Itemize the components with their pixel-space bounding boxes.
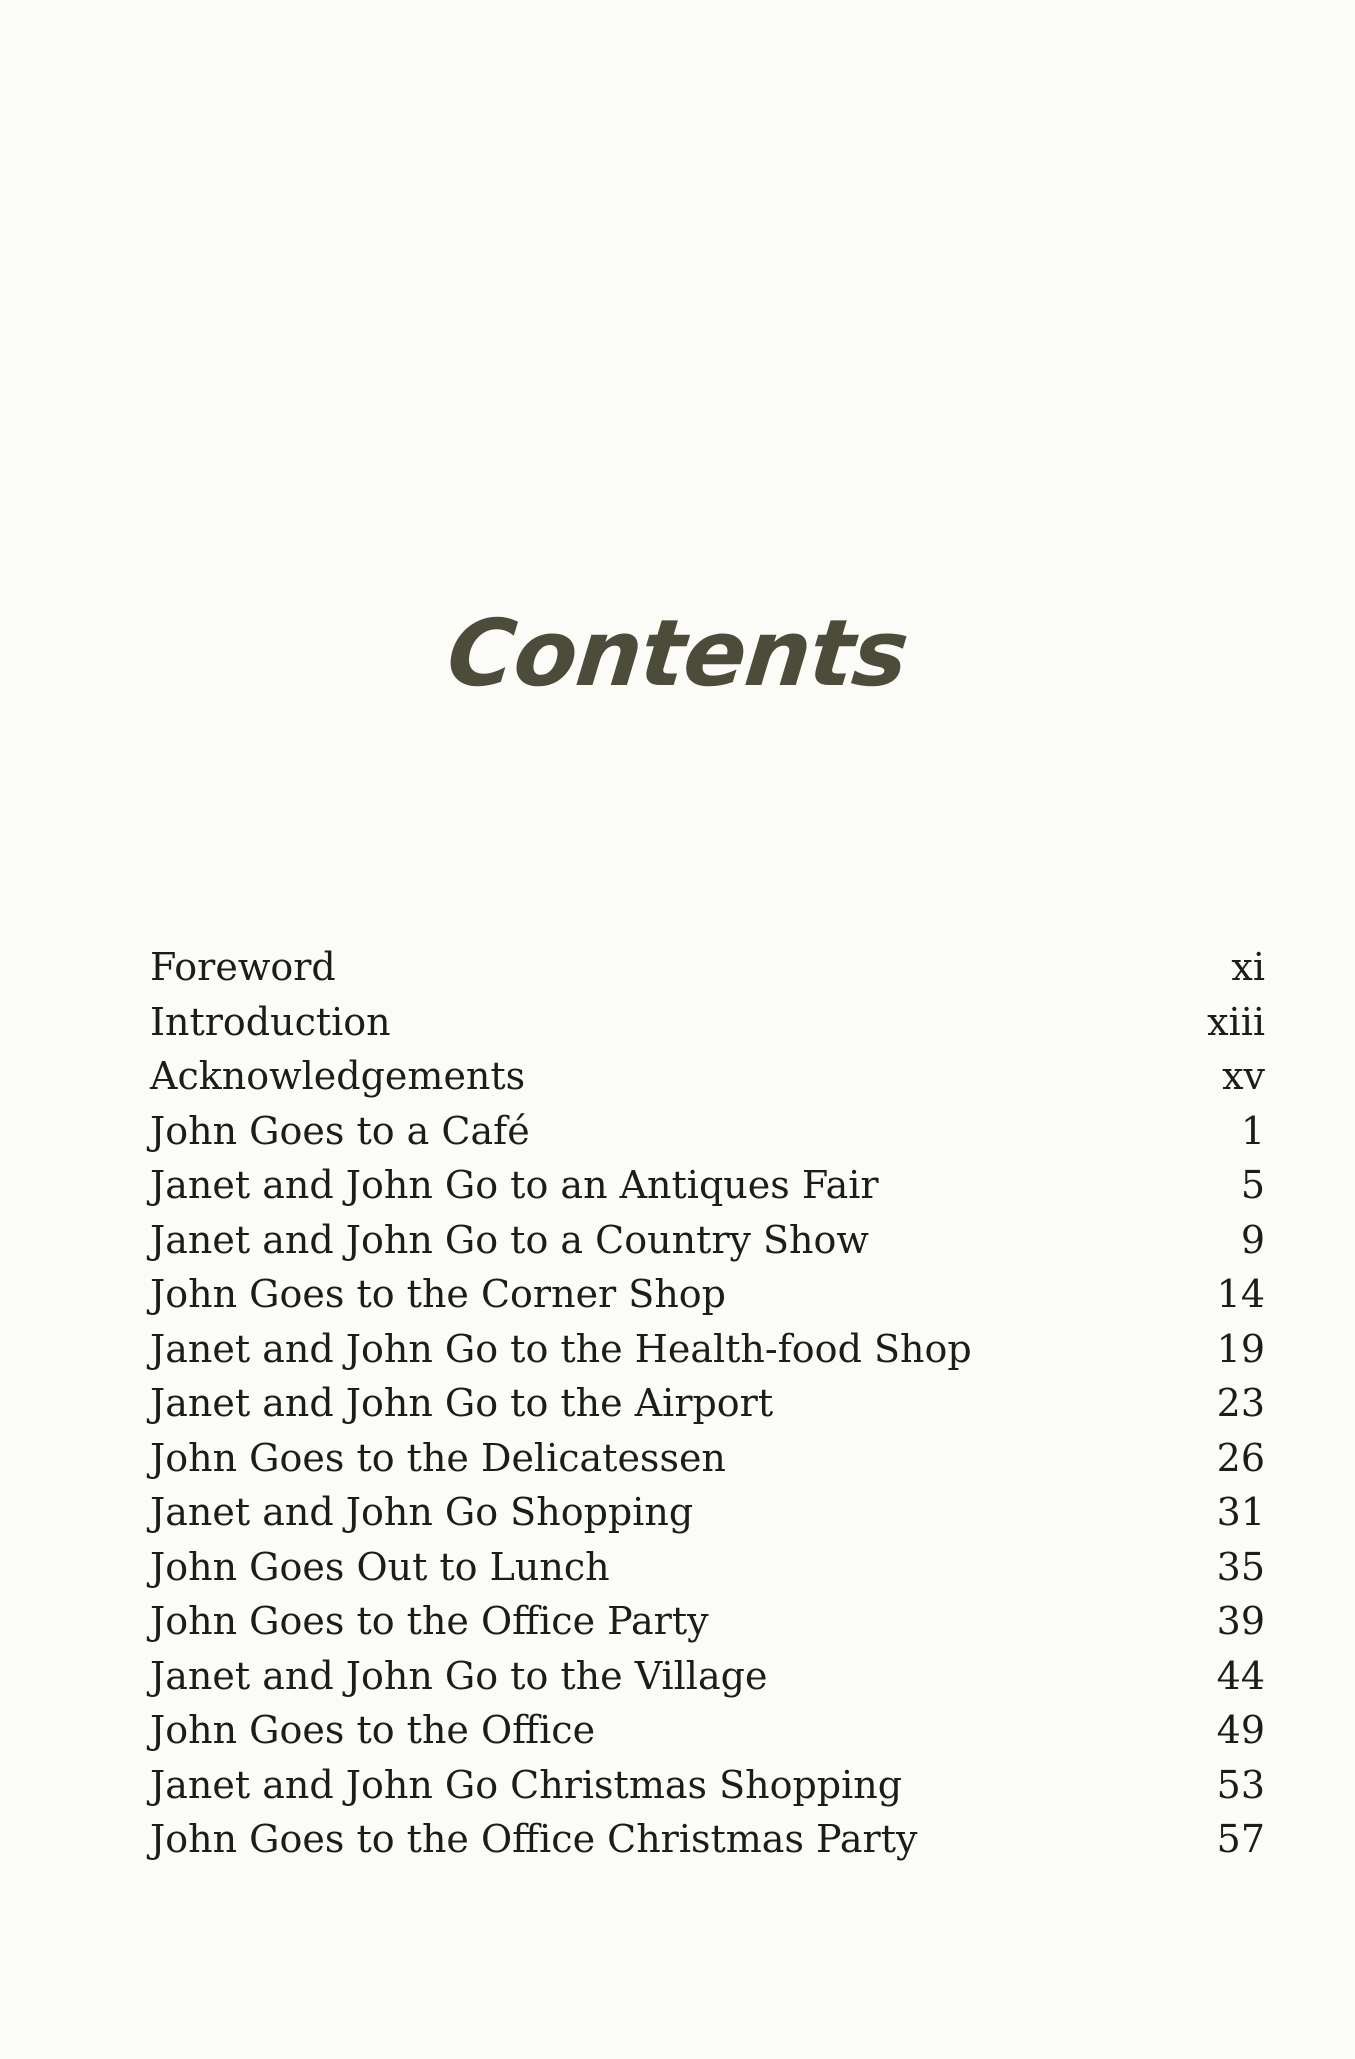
- toc-entry-title: Janet and John Go to the Airport: [150, 1381, 774, 1425]
- toc-entry-page: xiii: [1207, 999, 1265, 1044]
- table-of-contents: [150, 940, 1265, 1867]
- toc-entry: [150, 1649, 1265, 1704]
- toc-entry-page: 44: [1216, 1653, 1265, 1698]
- toc-entry-page: 5: [1240, 1163, 1265, 1207]
- toc-entry: [150, 1758, 1265, 1813]
- toc-entry-page: 39: [1216, 1599, 1265, 1643]
- toc-entry-page: xv: [1222, 1054, 1265, 1098]
- toc-entry: [150, 1213, 1265, 1268]
- toc-entry-title: Foreword: [150, 945, 336, 989]
- toc-entry-title: Introduction: [150, 999, 391, 1044]
- toc-entry-title: Janet and John Go to an Antiques Fair: [150, 1163, 879, 1207]
- toc-entry-page: xi: [1231, 945, 1265, 989]
- toc-entry-title: Janet and John Go to a Country Show: [150, 1217, 869, 1262]
- toc-entry: [150, 1322, 1265, 1377]
- toc-entry: [150, 1594, 1265, 1649]
- toc-entry-page: 19: [1216, 1326, 1265, 1371]
- toc-entry-page: 1: [1240, 1108, 1265, 1153]
- toc-entry-title: John Goes to the Office Party: [150, 1599, 709, 1643]
- toc-entry-page: 9: [1240, 1217, 1265, 1262]
- toc-entry-page: 57: [1216, 1817, 1265, 1861]
- toc-entry: [150, 1540, 1265, 1595]
- toc-entry-title: John Goes to a Café: [150, 1108, 530, 1153]
- toc-entry-page: 31: [1216, 1490, 1265, 1534]
- toc-entry-title: Janet and John Go to the Village: [150, 1653, 768, 1698]
- toc-entry-page: 53: [1216, 1762, 1265, 1807]
- toc-entry: [150, 1812, 1265, 1867]
- toc-entry-page: 35: [1216, 1544, 1265, 1589]
- toc-entry-title: Acknowledgements: [150, 1054, 526, 1098]
- toc-entry: [150, 1485, 1265, 1540]
- toc-entry-title: Janet and John Go Shopping: [150, 1490, 694, 1534]
- toc-entry: [150, 1376, 1265, 1431]
- toc-entry: [150, 1267, 1265, 1322]
- toc-entry-title: John Goes to the Office: [150, 1708, 596, 1752]
- page-title: Contents: [442, 600, 913, 707]
- toc-entry-page: 14: [1216, 1272, 1265, 1316]
- toc-entry: [150, 1049, 1265, 1104]
- toc-entry-page: 49: [1216, 1708, 1265, 1752]
- toc-entry-title: John Goes Out to Lunch: [150, 1544, 610, 1589]
- toc-entry: [150, 995, 1265, 1050]
- toc-entry-title: John Goes to the Delicatessen: [150, 1435, 726, 1480]
- toc-entry: [150, 940, 1265, 995]
- toc-entry: [150, 1158, 1265, 1213]
- toc-entry: [150, 1431, 1265, 1486]
- toc-entry-page: 23: [1216, 1381, 1265, 1425]
- toc-entry-title: John Goes to the Office Christmas Party: [150, 1817, 918, 1861]
- toc-entry: [150, 1104, 1265, 1159]
- toc-entry-title: Janet and John Go to the Health-food Shop: [150, 1326, 972, 1371]
- toc-entry-title: Janet and John Go Christmas Shopping: [150, 1762, 903, 1807]
- toc-entry: [150, 1703, 1265, 1758]
- toc-entry-page: 26: [1216, 1435, 1265, 1480]
- toc-entry-title: John Goes to the Corner Shop: [150, 1272, 727, 1316]
